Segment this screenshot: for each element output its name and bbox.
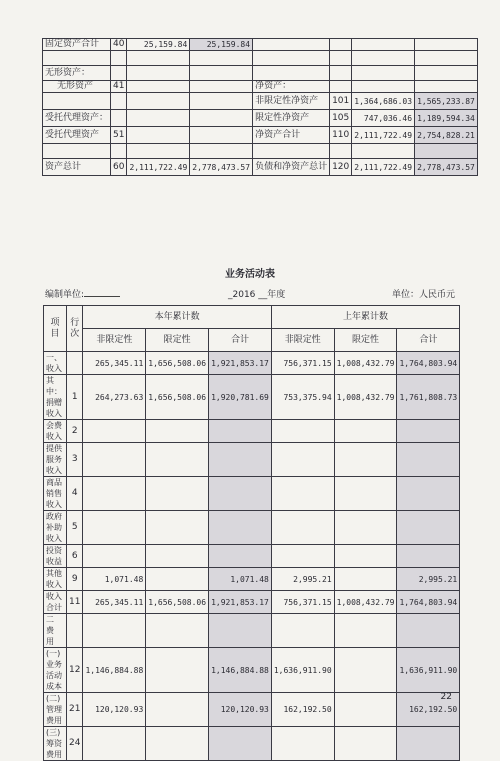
current-restricted xyxy=(146,568,209,591)
previous-restricted xyxy=(334,568,397,591)
asset-begin xyxy=(190,51,253,66)
balance-row xyxy=(43,66,478,81)
row-label: (三) 筹资费用 xyxy=(44,727,67,761)
current-total: 1,920,781.69 xyxy=(209,375,272,420)
balance-row xyxy=(43,127,478,144)
row-label: 投资收益 xyxy=(44,545,67,568)
activity-table-title: 业务活动表 xyxy=(225,269,275,280)
row-line: 9 xyxy=(67,568,83,591)
row-label: 提供服务收入 xyxy=(44,443,67,477)
previous-unrestricted xyxy=(271,727,334,761)
row-label: (一) 业务活动成本 xyxy=(44,648,67,693)
liability-begin xyxy=(415,39,478,51)
liability-end xyxy=(352,81,415,93)
current-total xyxy=(209,614,272,648)
activity-row xyxy=(44,352,460,375)
asset-end xyxy=(127,110,190,127)
current-total: 1,146,884.88 xyxy=(209,648,272,693)
liability-end: 1,364,686.03 xyxy=(352,93,415,110)
previous-restricted xyxy=(334,693,397,727)
previous-total xyxy=(397,614,460,648)
activity-row xyxy=(44,693,460,727)
liability-line: 101 xyxy=(330,93,352,110)
liability-line: 120 xyxy=(330,159,352,176)
previous-unrestricted xyxy=(271,511,334,545)
current-unrestricted: 265,345.11 xyxy=(83,591,146,614)
currency-unit-label: 单位：人民币元 xyxy=(392,290,456,300)
current-total xyxy=(209,511,272,545)
row-line: 2 xyxy=(67,420,83,443)
row-label: 商品销售收入 xyxy=(44,477,67,511)
current-restricted xyxy=(146,693,209,727)
previous-restricted xyxy=(334,420,397,443)
liability-begin xyxy=(415,66,478,81)
liability-begin: 1,565,233.87 xyxy=(415,93,478,110)
liability-begin xyxy=(415,81,478,93)
row-line: 3 xyxy=(67,443,83,477)
liability-line xyxy=(330,144,352,159)
current-restricted: 1,656,508.06 xyxy=(146,375,209,420)
liability-begin xyxy=(415,144,478,159)
row-label: 一、收入 xyxy=(44,352,67,375)
asset-line xyxy=(111,66,127,81)
liability-label: 净资产： xyxy=(253,81,330,93)
current-total xyxy=(209,420,272,443)
current-unrestricted: 1,146,884.88 xyxy=(83,648,146,693)
liability-end xyxy=(352,66,415,81)
row-label: 其中：捐赠收入 xyxy=(44,375,67,420)
liability-begin: 2,778,473.57 xyxy=(415,159,478,176)
activity-row xyxy=(44,545,460,568)
previous-unrestricted: 753,375.94 xyxy=(271,375,334,420)
previous-unrestricted xyxy=(271,477,334,511)
activity-row xyxy=(44,375,460,420)
previous-restricted: 1,008,432.79 xyxy=(334,375,397,420)
asset-line xyxy=(111,144,127,159)
liability-line xyxy=(330,51,352,66)
asset-label: 无形资产： xyxy=(43,66,111,81)
row-line: 5 xyxy=(67,511,83,545)
asset-end: 25,159.84 xyxy=(127,39,190,51)
previous-restricted xyxy=(334,477,397,511)
balance-row xyxy=(43,110,478,127)
current-restricted xyxy=(146,545,209,568)
liability-end: 2,111,722.49 xyxy=(352,159,415,176)
liability-label xyxy=(253,51,330,66)
previous-restricted xyxy=(334,511,397,545)
liability-begin xyxy=(415,51,478,66)
current-unrestricted: 265,345.11 xyxy=(83,352,146,375)
liability-line xyxy=(330,39,352,51)
previous-unrestricted xyxy=(271,545,334,568)
asset-line: 40 xyxy=(111,39,127,51)
asset-end xyxy=(127,127,190,144)
asset-begin xyxy=(190,127,253,144)
current-unrestricted: 264,273.63 xyxy=(83,375,146,420)
activity-row xyxy=(44,591,460,614)
current-unrestricted xyxy=(83,420,146,443)
asset-end xyxy=(127,66,190,81)
asset-begin xyxy=(190,110,253,127)
current-total xyxy=(209,443,272,477)
current-restricted xyxy=(146,511,209,545)
row-line: 11 xyxy=(67,591,83,614)
current-restricted xyxy=(146,477,209,511)
header-total-prev: 合计 xyxy=(397,329,460,352)
header-line: 行次 xyxy=(67,306,83,352)
activity-row xyxy=(44,648,460,693)
liability-end: 747,036.46 xyxy=(352,110,415,127)
previous-restricted: 1,008,432.79 xyxy=(334,591,397,614)
asset-end xyxy=(127,81,190,93)
current-total xyxy=(209,545,272,568)
asset-label: 无形资产 xyxy=(43,81,111,93)
previous-total xyxy=(397,545,460,568)
activity-row xyxy=(44,511,460,545)
previous-unrestricted xyxy=(271,614,334,648)
liability-line xyxy=(330,66,352,81)
liability-end: 2,111,722.49 xyxy=(352,127,415,144)
header-previous-year: 上年累计数 xyxy=(271,306,459,329)
row-line: 12 xyxy=(67,648,83,693)
previous-restricted xyxy=(334,443,397,477)
liability-label: 负债和净资产总计 xyxy=(253,159,330,176)
current-unrestricted xyxy=(83,727,146,761)
preparer-unit-label: 编制单位: xyxy=(45,287,120,300)
current-unrestricted: 1,071.48 xyxy=(83,568,146,591)
asset-begin xyxy=(190,93,253,110)
asset-line xyxy=(111,110,127,127)
activity-row xyxy=(44,477,460,511)
previous-total xyxy=(397,477,460,511)
current-total xyxy=(209,727,272,761)
liability-end xyxy=(352,144,415,159)
current-total: 120,120.93 xyxy=(209,693,272,727)
asset-label: 固定资产合计 xyxy=(43,39,111,51)
balance-row xyxy=(43,144,478,159)
current-total xyxy=(209,477,272,511)
header-total: 合计 xyxy=(209,329,272,352)
liability-label: 限定性净资产 xyxy=(253,110,330,127)
asset-begin: 2,778,473.57 xyxy=(190,159,253,176)
row-label: 政府补助收入 xyxy=(44,511,67,545)
current-restricted: 1,656,508.06 xyxy=(146,352,209,375)
previous-total xyxy=(397,727,460,761)
previous-restricted: 1,008,432.79 xyxy=(334,352,397,375)
row-line: 24 xyxy=(67,727,83,761)
liability-label: 非限定性净资产 xyxy=(253,93,330,110)
current-total: 1,921,853.17 xyxy=(209,591,272,614)
current-restricted xyxy=(146,648,209,693)
previous-unrestricted: 756,371.15 xyxy=(271,352,334,375)
previous-total xyxy=(397,420,460,443)
asset-line: 60 xyxy=(111,159,127,176)
header-restricted: 限定性 xyxy=(146,329,209,352)
row-label: 其他收入 xyxy=(44,568,67,591)
current-unrestricted: 120,120.93 xyxy=(83,693,146,727)
header-restricted-prev: 限定性 xyxy=(334,329,397,352)
asset-end xyxy=(127,93,190,110)
asset-line xyxy=(111,51,127,66)
row-line xyxy=(67,352,83,375)
current-restricted xyxy=(146,443,209,477)
previous-total: 2,995.21 xyxy=(397,568,460,591)
previous-unrestricted: 756,371.15 xyxy=(271,591,334,614)
liability-label xyxy=(253,39,330,51)
current-restricted xyxy=(146,420,209,443)
asset-label xyxy=(43,93,111,110)
balance-row xyxy=(43,81,478,93)
previous-restricted xyxy=(334,614,397,648)
current-restricted xyxy=(146,727,209,761)
row-label: 二 费 用 xyxy=(44,614,67,648)
current-total: 1,071.48 xyxy=(209,568,272,591)
liability-line xyxy=(330,81,352,93)
asset-label: 资产总计 xyxy=(43,159,111,176)
asset-begin xyxy=(190,66,253,81)
liability-label: 净资产合计 xyxy=(253,127,330,144)
row-label: 收入合计 xyxy=(44,591,67,614)
row-line: 6 xyxy=(67,545,83,568)
header-item: 项 目 xyxy=(44,306,67,352)
row-label: 会费收入 xyxy=(44,420,67,443)
liability-line: 110 xyxy=(330,127,352,144)
previous-unrestricted xyxy=(271,420,334,443)
liability-begin: 1,189,594.34 xyxy=(415,110,478,127)
previous-total: 1,764,803.94 xyxy=(397,591,460,614)
previous-unrestricted: 1,636,911.90 xyxy=(271,648,334,693)
header-current-year: 本年累计数 xyxy=(83,306,271,329)
previous-unrestricted: 2,995.21 xyxy=(271,568,334,591)
asset-end xyxy=(127,51,190,66)
asset-line: 51 xyxy=(111,127,127,144)
row-line xyxy=(67,614,83,648)
fiscal-year-label: _2016 __年度 xyxy=(228,290,286,300)
row-line: 21 xyxy=(67,693,83,727)
previous-restricted xyxy=(334,727,397,761)
current-restricted: 1,656,508.06 xyxy=(146,591,209,614)
activity-row xyxy=(44,443,460,477)
current-unrestricted xyxy=(83,477,146,511)
current-unrestricted xyxy=(83,545,146,568)
previous-total: 1,636,911.90 xyxy=(397,648,460,693)
header-unrestricted-prev: 非限定性 xyxy=(271,329,334,352)
header-unrestricted: 非限定性 xyxy=(83,329,146,352)
activity-row xyxy=(44,727,460,761)
balance-row xyxy=(43,159,478,176)
liability-end xyxy=(352,39,415,51)
liability-end xyxy=(352,51,415,66)
current-unrestricted xyxy=(83,443,146,477)
balance-row xyxy=(43,39,478,51)
activity-row xyxy=(44,614,460,648)
balance-row xyxy=(43,51,478,66)
liability-label xyxy=(253,144,330,159)
current-restricted xyxy=(146,614,209,648)
asset-begin xyxy=(190,144,253,159)
activity-row xyxy=(44,568,460,591)
previous-total xyxy=(397,443,460,477)
previous-total: 1,761,808.73 xyxy=(397,375,460,420)
asset-begin xyxy=(190,81,253,93)
asset-line xyxy=(111,93,127,110)
asset-label xyxy=(43,51,111,66)
row-line: 1 xyxy=(67,375,83,420)
current-unrestricted xyxy=(83,511,146,545)
row-label: (二) 管理费用 xyxy=(44,693,67,727)
row-line: 4 xyxy=(67,477,83,511)
current-unrestricted xyxy=(83,614,146,648)
previous-unrestricted: 162,192.50 xyxy=(271,693,334,727)
balance-row xyxy=(43,93,478,110)
liability-line: 105 xyxy=(330,110,352,127)
asset-begin: 25,159.84 xyxy=(190,39,253,51)
asset-end xyxy=(127,144,190,159)
previous-total: 162,192.50 xyxy=(397,693,460,727)
asset-end: 2,111,722.49 xyxy=(127,159,190,176)
activity-row xyxy=(44,420,460,443)
asset-label: 受托代理资产： xyxy=(43,110,111,127)
liability-label xyxy=(253,66,330,81)
previous-total xyxy=(397,511,460,545)
page-number: 22 xyxy=(440,692,452,702)
asset-label: 受托代理资产 xyxy=(43,127,111,144)
previous-total: 1,764,803.94 xyxy=(397,352,460,375)
previous-restricted xyxy=(334,545,397,568)
previous-unrestricted xyxy=(271,443,334,477)
balance-sheet-table xyxy=(42,38,478,176)
activity-table xyxy=(43,305,460,761)
current-total: 1,921,853.17 xyxy=(209,352,272,375)
previous-restricted xyxy=(334,648,397,693)
asset-line: 41 xyxy=(111,81,127,93)
asset-label xyxy=(43,144,111,159)
liability-begin: 2,754,828.21 xyxy=(415,127,478,144)
